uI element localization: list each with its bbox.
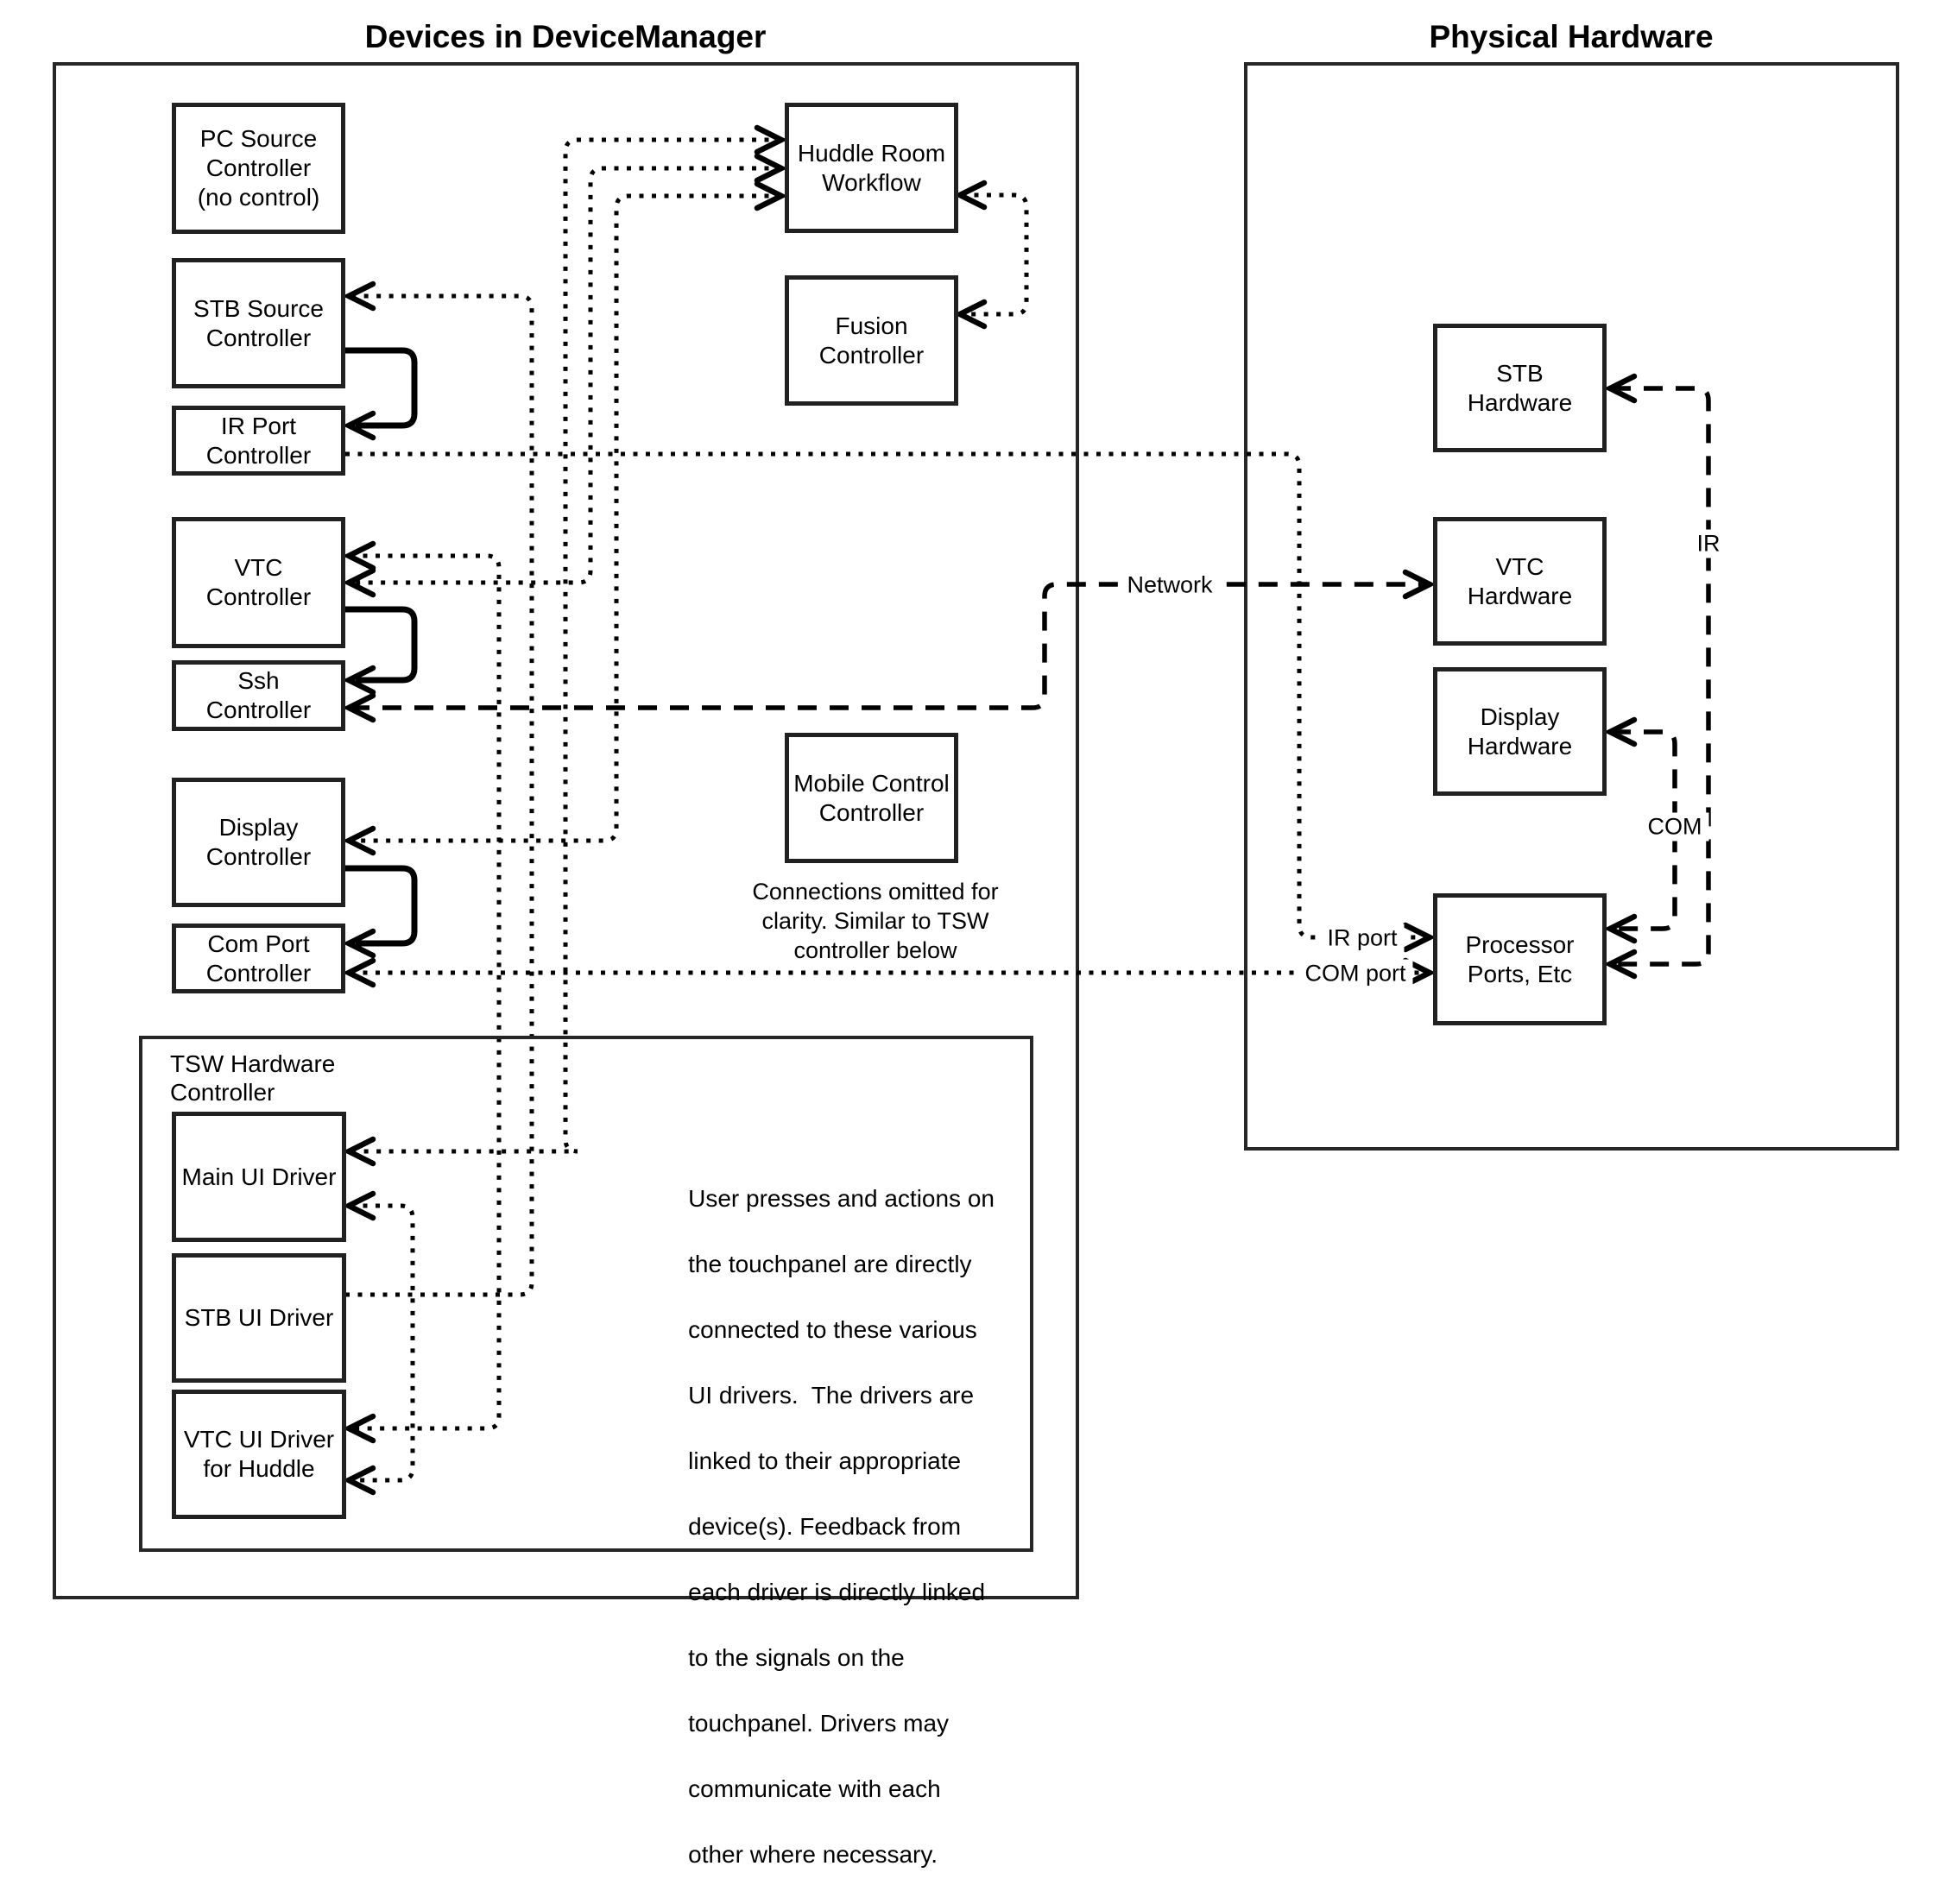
paragraph-line: touchpanel. Drivers may — [688, 1710, 950, 1737]
node-stb-ui-driver — [172, 1253, 346, 1383]
node-text: STB UI Driver — [184, 1304, 334, 1331]
node-text: Display — [218, 814, 299, 841]
node-pc-source-controller — [172, 103, 345, 234]
paragraph-line: each driver is directly linked — [688, 1579, 986, 1605]
node-text: Processor — [1465, 930, 1575, 958]
node-main-ui-driver — [172, 1112, 346, 1242]
node-text: Controller — [205, 324, 312, 351]
tsw-container-label — [170, 1050, 335, 1106]
node-stb-hardware — [1433, 324, 1607, 452]
connector-huddle-fusion — [960, 183, 1026, 326]
node-com-port-controller — [172, 924, 345, 993]
paragraph-line: communicate with each — [688, 1775, 941, 1802]
node-text: Controller — [205, 843, 312, 870]
note-line: controller below — [793, 937, 957, 963]
node-text: Controller — [205, 697, 312, 723]
node-text: Controller — [818, 798, 925, 826]
node-text: VTC — [1495, 552, 1544, 580]
node-text: Huddle Room — [797, 139, 946, 167]
label-ir: IR — [1690, 530, 1727, 558]
paragraph-line: UI drivers. The drivers are — [688, 1382, 975, 1409]
title-device-manager: Devices in DeviceManager — [364, 19, 767, 54]
connector-ir-stbhw-processor — [1610, 376, 1708, 976]
tsw-label-line1: TSW Hardware — [170, 1050, 336, 1077]
node-text: STB — [1496, 359, 1544, 387]
connector-vtc-ssh — [345, 609, 414, 692]
node-ssh-controller — [172, 660, 345, 731]
node-text: Hardware — [1467, 732, 1573, 760]
paragraph-line: linked to their appropriate — [688, 1447, 962, 1474]
node-text: Display — [1480, 703, 1560, 730]
node-text: Mobile Control — [793, 769, 950, 797]
node-text: Fusion — [835, 312, 908, 339]
paragraph-line: User presses and actions on — [688, 1185, 995, 1212]
node-text: Ports, Etc — [1467, 960, 1573, 987]
node-processor-ports — [1433, 893, 1607, 1025]
node-text: Controller — [205, 959, 312, 987]
paragraph-line: other where necessary. — [688, 1841, 938, 1868]
paragraph-line: connected to these various — [688, 1316, 977, 1343]
paragraph-line: to the signals on the — [688, 1644, 905, 1671]
node-text: Main UI Driver — [181, 1163, 337, 1190]
node-text: Hardware — [1467, 582, 1573, 609]
node-text: VTC — [234, 554, 283, 581]
node-text: VTC UI Driver — [183, 1426, 335, 1453]
connector-display-comport — [345, 868, 414, 955]
label-ir-port: IR port — [1320, 924, 1404, 953]
node-display-hardware — [1433, 667, 1607, 796]
node-text: Controller — [205, 154, 312, 181]
node-text: Controller — [205, 583, 312, 610]
connector-stbsource-irport — [345, 350, 414, 438]
label-network: Network — [1120, 571, 1219, 600]
paragraph-line: device(s). Feedback from — [688, 1513, 962, 1540]
connector-network-ssh-vtchw — [349, 572, 1430, 720]
node-ir-port-controller — [172, 406, 345, 476]
node-stb-source-controller — [172, 258, 345, 388]
node-text: IR Port — [220, 412, 297, 439]
paragraph-touchpanel-note — [661, 1150, 995, 1904]
note-line: Connections omitted for — [752, 879, 999, 905]
node-vtc-hardware — [1433, 517, 1607, 646]
paragraph-line: the touchpanel are directly — [688, 1251, 972, 1277]
node-vtc-ui-driver — [172, 1390, 346, 1519]
note-connections-omitted — [752, 877, 998, 965]
node-text: PC Source — [199, 125, 318, 152]
tsw-label-line2: Controller — [170, 1079, 275, 1106]
title-physical-hardware: Physical Hardware — [1429, 19, 1714, 54]
node-text: (no control) — [197, 184, 320, 211]
node-vtc-controller — [172, 517, 345, 648]
label-com: COM — [1641, 813, 1709, 842]
node-huddle-room-workflow — [785, 103, 958, 233]
node-text: for Huddle — [203, 1455, 315, 1482]
node-mobile-control-controller — [785, 733, 958, 863]
node-text: Workflow — [822, 168, 921, 196]
node-text: Hardware — [1467, 388, 1573, 416]
node-text: STB Source — [193, 294, 324, 322]
node-text: Com Port — [207, 930, 310, 957]
label-com-port: COM port — [1298, 960, 1412, 988]
node-display-controller — [172, 778, 345, 907]
note-line: clarity. Similar to TSW — [761, 908, 989, 934]
node-text: Controller — [818, 341, 925, 369]
node-text: Ssh — [237, 667, 280, 694]
connector-irport-processor — [345, 454, 1430, 949]
node-text: Controller — [205, 441, 312, 469]
node-fusion-controller — [785, 275, 958, 406]
